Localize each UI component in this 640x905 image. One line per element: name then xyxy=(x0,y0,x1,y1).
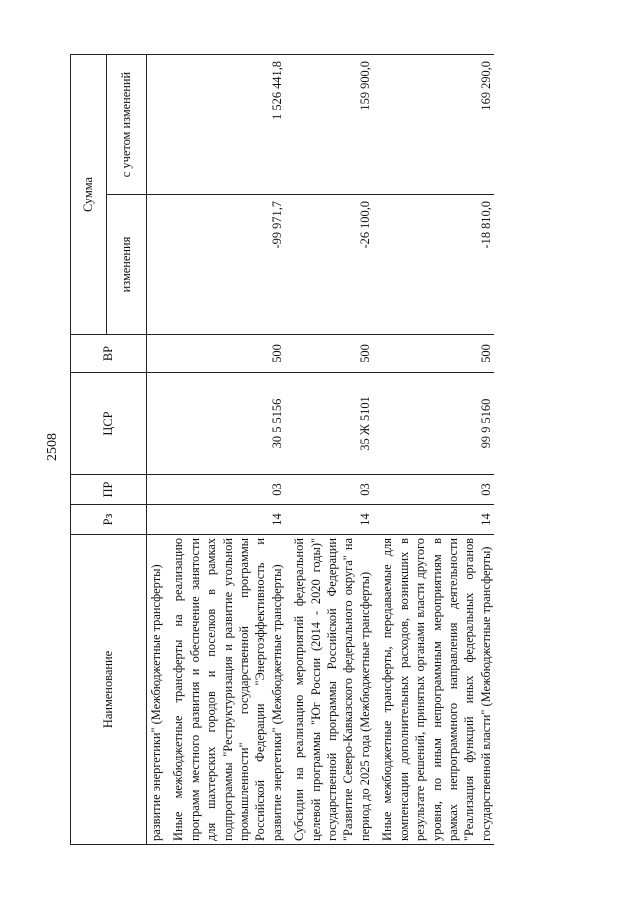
row-csr: 30 5 5156 xyxy=(164,373,285,475)
header-csr: ЦСР xyxy=(71,373,147,475)
row-with-change: 169 290,0 xyxy=(373,55,494,195)
header-vr: ВР xyxy=(71,335,147,373)
row-rz: 14 xyxy=(164,505,285,535)
row-rz: 14 xyxy=(285,505,373,535)
row-change: -99 971,7 xyxy=(164,195,285,335)
rotated-table-sheet xyxy=(70,55,605,845)
row-vr: 500 xyxy=(164,335,285,373)
page-number: 2508 xyxy=(45,433,60,461)
row-vr: 500 xyxy=(373,335,494,373)
row-change: -26 100,0 xyxy=(285,195,373,335)
row-name: Иные межбюджетные трансферты на реализацию программ местного развития и обеспечение занятости для шахтерских городов и поселков в рамках подпрограммы "Реструктуризация и развитие угольной промышленности" государственной программы Российской Федерации "Энергоэффективность и развитие энергетики" (Межбюджетные трансферты) xyxy=(164,535,285,845)
table-row xyxy=(373,55,494,845)
header-change: изменения xyxy=(107,195,147,335)
row-with-change: 159 900,0 xyxy=(285,55,373,195)
row-vr xyxy=(147,335,165,373)
row-csr: 99 9 5160 xyxy=(373,373,494,475)
row-pr: 03 xyxy=(285,475,373,505)
row-name: Субсидии на реализацию мероприятий федеральной целевой программы "Юг России (2014 - 2020 годы)" государственной программы Российской Федерации "Развитие Северо-Кавказского федерального округа" на период до 2025 года (Межбюджетные трансферты) xyxy=(285,535,373,845)
row-rz: 14 xyxy=(373,505,494,535)
row-vr: 500 xyxy=(285,335,373,373)
row-pr: 03 xyxy=(373,475,494,505)
budget-table xyxy=(70,54,494,845)
header-sum: Сумма xyxy=(71,55,107,335)
row-csr xyxy=(147,373,165,475)
table-row xyxy=(164,55,285,845)
row-with-change: 1 526 441,8 xyxy=(164,55,285,195)
row-pr: 03 xyxy=(164,475,285,505)
row-change xyxy=(147,195,165,335)
header-with-change: с учетом изменений xyxy=(107,55,147,195)
header-name: Наименование xyxy=(71,535,147,845)
row-csr: 35 Ж 5101 xyxy=(285,373,373,475)
row-with-change xyxy=(147,55,165,195)
row-pr xyxy=(147,475,165,505)
row-rz xyxy=(147,505,165,535)
row-name: Иные межбюджетные трансферты, передаваемые для компенсации дополнительных расходов, возникших в результате решений, принятых органами власти другого уровня, по иным непрограммным мероприятиям в рамках непрограммного направления деятельности "Реализация функций иных федеральных органов государственной власти" (Межбюджетные трансферты) xyxy=(373,535,494,845)
table-row xyxy=(285,55,373,845)
header-pr: ПР xyxy=(71,475,147,505)
table-row xyxy=(147,55,165,845)
row-name: развитие энергетики" (Межбюджетные трансферты) xyxy=(147,535,165,845)
row-change: -18 810,0 xyxy=(373,195,494,335)
header-rz: Рз xyxy=(71,505,147,535)
